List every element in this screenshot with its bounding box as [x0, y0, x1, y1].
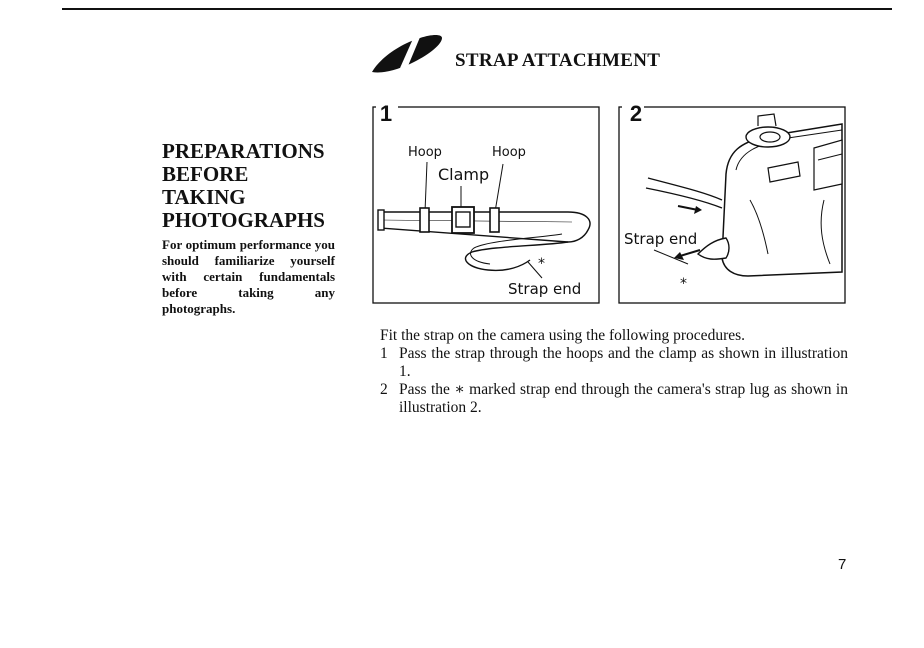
- strap-end-marker-2: *: [680, 276, 687, 292]
- sidebar-intro: For optimum performance you should familiarize yourself with certain fundamentals before taking any photographs.: [162, 237, 335, 316]
- step-text: Pass the ∗ marked strap end through the camera's strap lug as shown in illustration 2.: [399, 381, 848, 416]
- step-item: [380, 345, 848, 381]
- step-list: [380, 345, 848, 417]
- sidebar-heading-line: PREPARATIONS: [162, 139, 325, 163]
- step-number: 2: [380, 381, 388, 398]
- section-title: STRAP ATTACHMENT: [455, 50, 661, 71]
- step-item: [380, 381, 848, 417]
- illustration-1-number: 1: [379, 104, 393, 126]
- step-number: 1: [380, 345, 388, 362]
- strap-end-label: Strap end: [508, 280, 582, 298]
- illustration-1: [372, 104, 600, 304]
- step-text: Pass the strap through the hoops and the clamp as shown in illustration 1.: [399, 345, 848, 380]
- page-number: 7: [838, 556, 847, 573]
- hoop-left-label: Hoop: [408, 145, 442, 160]
- sidebar-heading: [162, 140, 352, 232]
- instructions-lead: Fit the strap on the camera using the following procedures.: [380, 327, 746, 344]
- strap-end-label-2: Strap end: [624, 230, 698, 248]
- top-rule: [62, 8, 892, 10]
- instructions: [380, 327, 848, 417]
- illustration-2-number: 2: [629, 104, 643, 126]
- sidebar-heading-line: PHOTOGRAPHS: [162, 208, 325, 232]
- section-one-badge-icon: [370, 28, 444, 76]
- sidebar-heading-line: BEFORE: [162, 162, 249, 186]
- strap-end-marker: *: [538, 256, 545, 272]
- clamp-label: Clamp: [438, 165, 490, 184]
- sidebar-heading-line: TAKING: [162, 185, 246, 209]
- illustration-2: [618, 104, 846, 304]
- hoop-right-label: Hoop: [492, 145, 526, 160]
